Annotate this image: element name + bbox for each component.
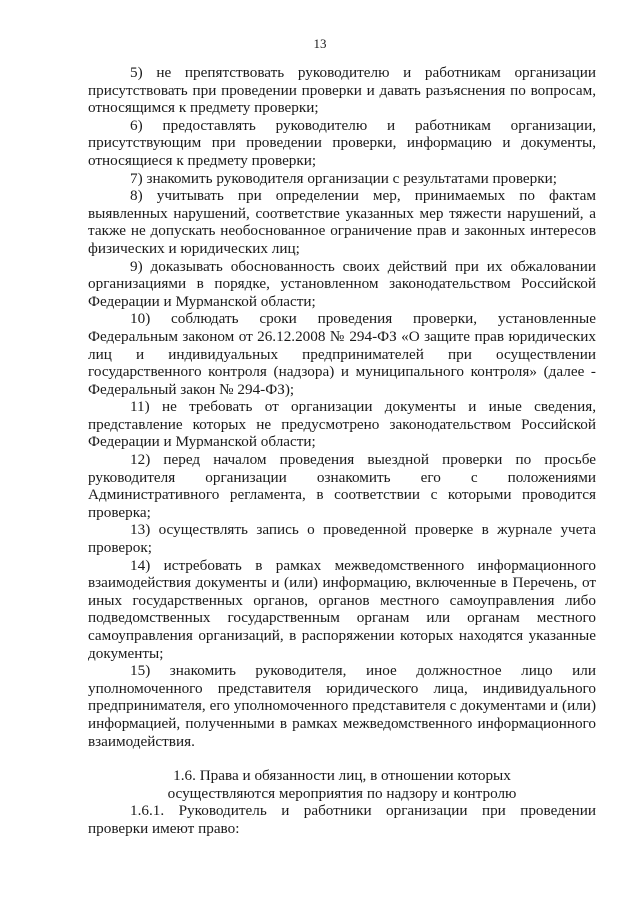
list-item-12: 12) перед началом проведения выездной проверки по просьбе руководителя организации ознакомить его с положениями Административного регламента, в соответствии с которыми проводится проверка; xyxy=(88,451,596,521)
list-item-8: 8) учитывать при определении мер, принимаемых по фактам выявленных нарушений, соответствие указанных мер тяжести нарушений, а также не допускать необоснованное ограничение прав и законных интересов физических и юридических лиц; xyxy=(88,187,596,257)
list-item-9: 9) доказывать обоснованность своих действий при их обжаловании организациями в порядке, установленном законодательством Российской Федерации и Мурманской области; xyxy=(88,257,596,310)
list-item-13: 13) осуществлять запись о проведенной проверке в журнале учета проверок; xyxy=(88,521,596,557)
list-item-7: 7) знакомить руководителя организации с результатами проверки; xyxy=(130,169,557,187)
section-heading-line-2: осуществляются мероприятия по надзору и контролю xyxy=(167,784,517,802)
section-heading-line-1: 1.6. Права и обязанности лиц, в отношении которых xyxy=(173,767,511,785)
list-item-10: 10) соблюдать сроки проведения проверки, установленные Федеральным законом от 26.12.2008 № 294-ФЗ «О защите прав юридических лиц и индивидуальных предпринимателей при осуществлении государственного контроля (надзора) и муниципального контроля» (далее - Федеральный закон № 294-ФЗ); xyxy=(88,310,596,398)
list-item-11: 11) не требовать от организации документы и иные сведения, представление которых не предусмотрено законодательством Российской Федерации и Мурманской области; xyxy=(88,398,596,451)
list-item-15: 15) знакомить руководителя, иное должностное лицо или уполномоченного представителя юридического лица, индивидуального предпринимателя, его уполномоченного представителя с документами и (или) информацией, полученными в рамках межведомственного информационного взаимодействия. xyxy=(88,662,596,750)
document-body xyxy=(88,64,596,838)
final-paragraph: 1.6.1. Руководитель и работники организации при проведении проверки имеют право: xyxy=(88,802,596,837)
section-heading xyxy=(88,767,596,802)
list-item-5: 5) не препятствовать руководителю и работникам организации присутствовать при проведении проверки и давать разъяснения по вопросам, относящимся к предмету проверки; xyxy=(88,64,596,117)
list-item-14: 14) истребовать в рамках межведомственного информационного взаимодействия документы и (или) информацию, включенные в Перечень, от иных государственных органов, органов местного самоуправления либо подведомственных государственным органам или органам местного самоуправления организаций, в распоряжении которых находятся указанные документы; xyxy=(88,556,596,662)
page-number: 13 xyxy=(313,36,327,51)
list-item-6: 6) предоставлять руководителю и работникам организации, присутствующим при проведении проверки, информацию и документы, относящиеся к предмету проверки; xyxy=(88,116,596,169)
